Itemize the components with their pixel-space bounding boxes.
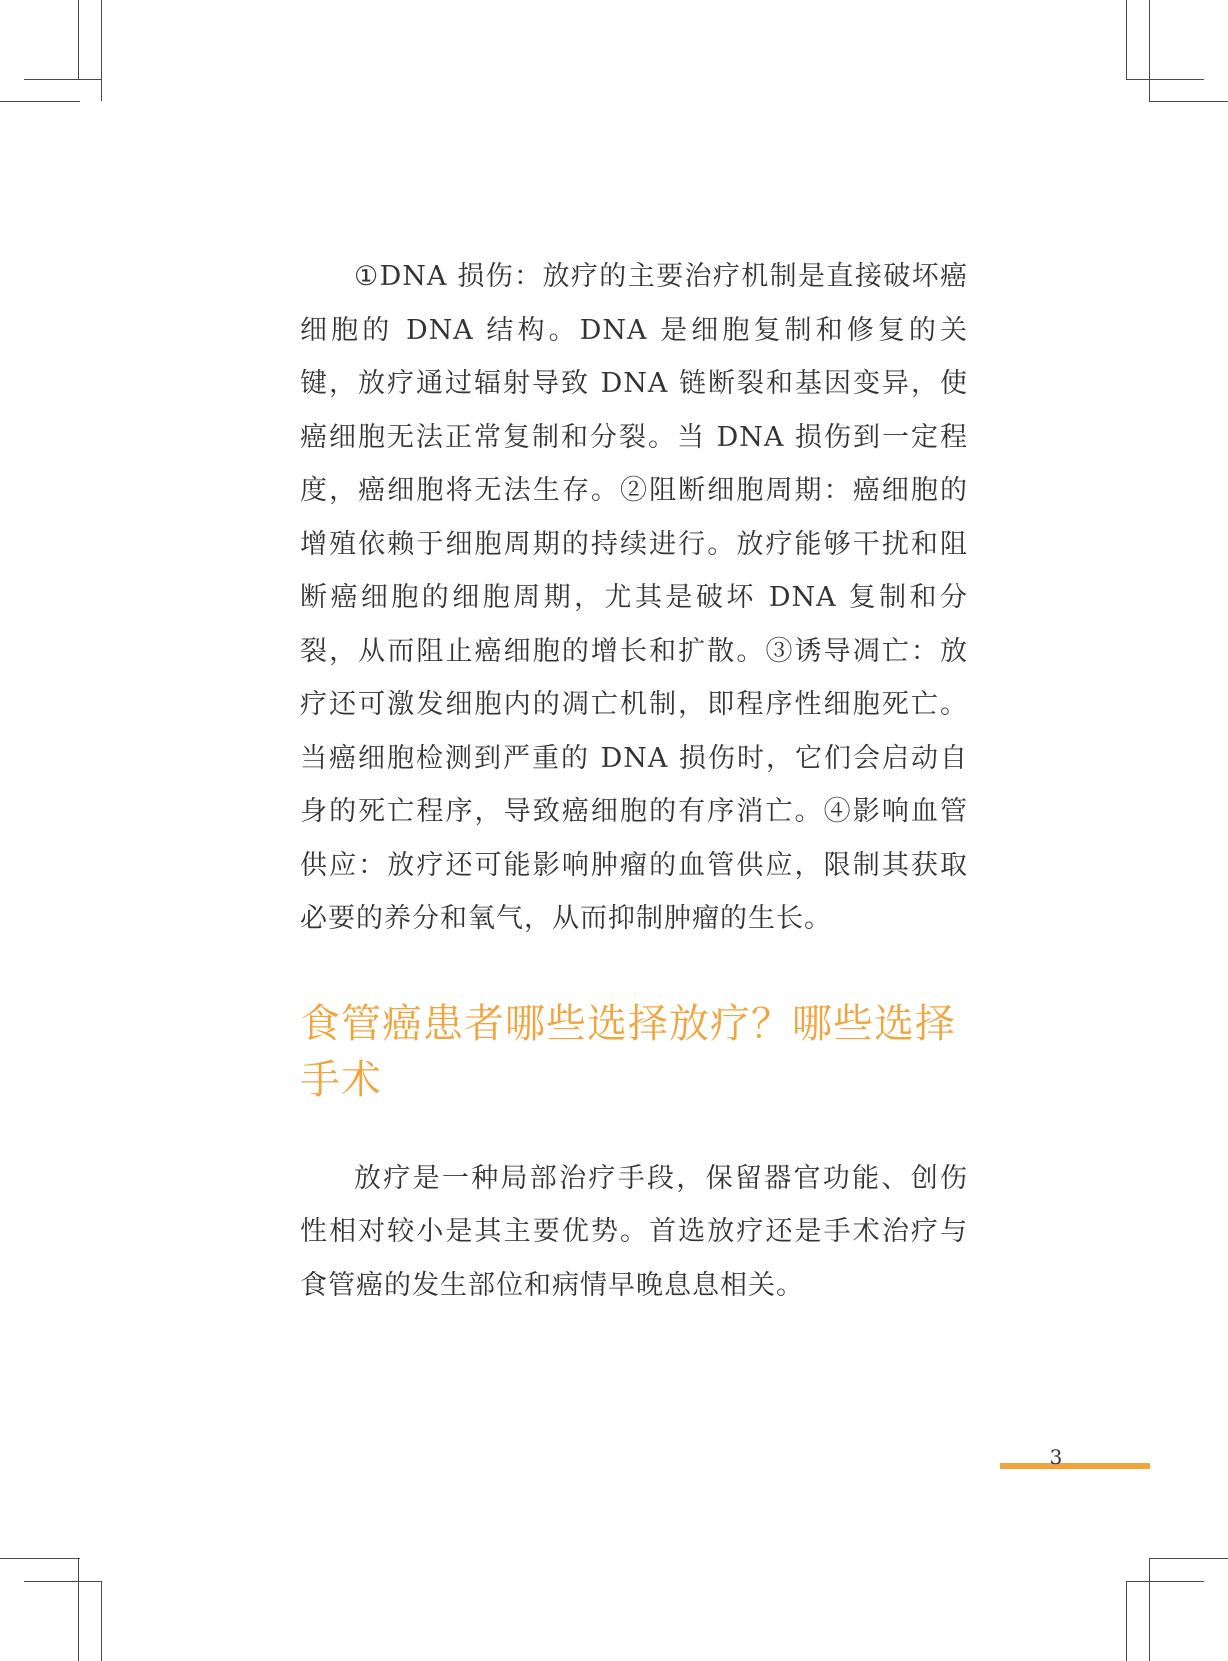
crop-mark-top-right-horizontal-inner [1149,101,1228,102]
section-heading: 食管癌患者哪些选择放疗？哪些选择手术 [300,1000,956,1103]
body-paragraph-radiotherapy-vs-surgery: 放疗是一种局部治疗手段，保留器官功能、创伤性相对较小是其主要优势。首选放疗还是手术治疗与食管癌的发生部位和病情早晚息息相关。 [300,1162,968,1301]
crop-mark-top-left-horizontal [24,79,102,80]
crop-mark-bottom-right-horizontal [1126,1581,1204,1582]
crop-mark-top-right-horizontal [1126,79,1204,80]
page-number: 3 [1049,1445,1063,1469]
body-paragraph-mechanisms: ①DNA 损伤：放疗的主要治疗机制是直接破坏癌细胞的 DNA 结构。DNA 是细胞复制和修复的关键，放疗通过辐射导致 DNA 链断裂和基因变异，使癌细胞无法正常复制和分裂。当 DNA 损伤到一定程度，癌细胞将无法生存。②阻断细胞周期：癌细胞的增殖依赖于细胞周期的持续进行。放疗能够干扰和阻断癌细胞的细胞周期，尤其是破坏 DNA 复制和分裂，从而阻止癌细胞的增长和扩散。③诱导凋亡：放疗还可激发细胞内的凋亡机制，即程序性细胞死亡。当癌细胞检测到严重的 DNA 损伤时，它们会启动自身的死亡程序，导致癌细胞的有序消亡。④影响血管供应：放疗还可能影响肿瘤的血管供应，限制其获取必要的养分和氧气，从而抑制肿瘤的生长。 [300,261,968,934]
crop-mark-top-left-horizontal-inner [0,101,80,102]
crop-mark-bottom-right-vertical-inner [1149,1558,1150,1661]
crop-mark-bottom-left-vertical [101,1581,102,1661]
crop-mark-bottom-left-vertical-inner [78,1558,79,1661]
crop-mark-bottom-right-horizontal-inner [1149,1558,1228,1559]
crop-mark-bottom-left-horizontal [24,1581,102,1582]
crop-mark-bottom-left-horizontal-inner [0,1558,80,1559]
page-content [300,250,968,1312]
crop-mark-bottom-right-vertical [1126,1581,1127,1661]
crop-mark-top-right-vertical-inner [1149,0,1150,102]
crop-mark-top-left-vertical-inner [101,0,102,101]
crop-mark-top-right-vertical [1126,0,1127,80]
crop-mark-top-left-vertical [78,0,79,80]
page-number-bar [1000,1463,1150,1469]
